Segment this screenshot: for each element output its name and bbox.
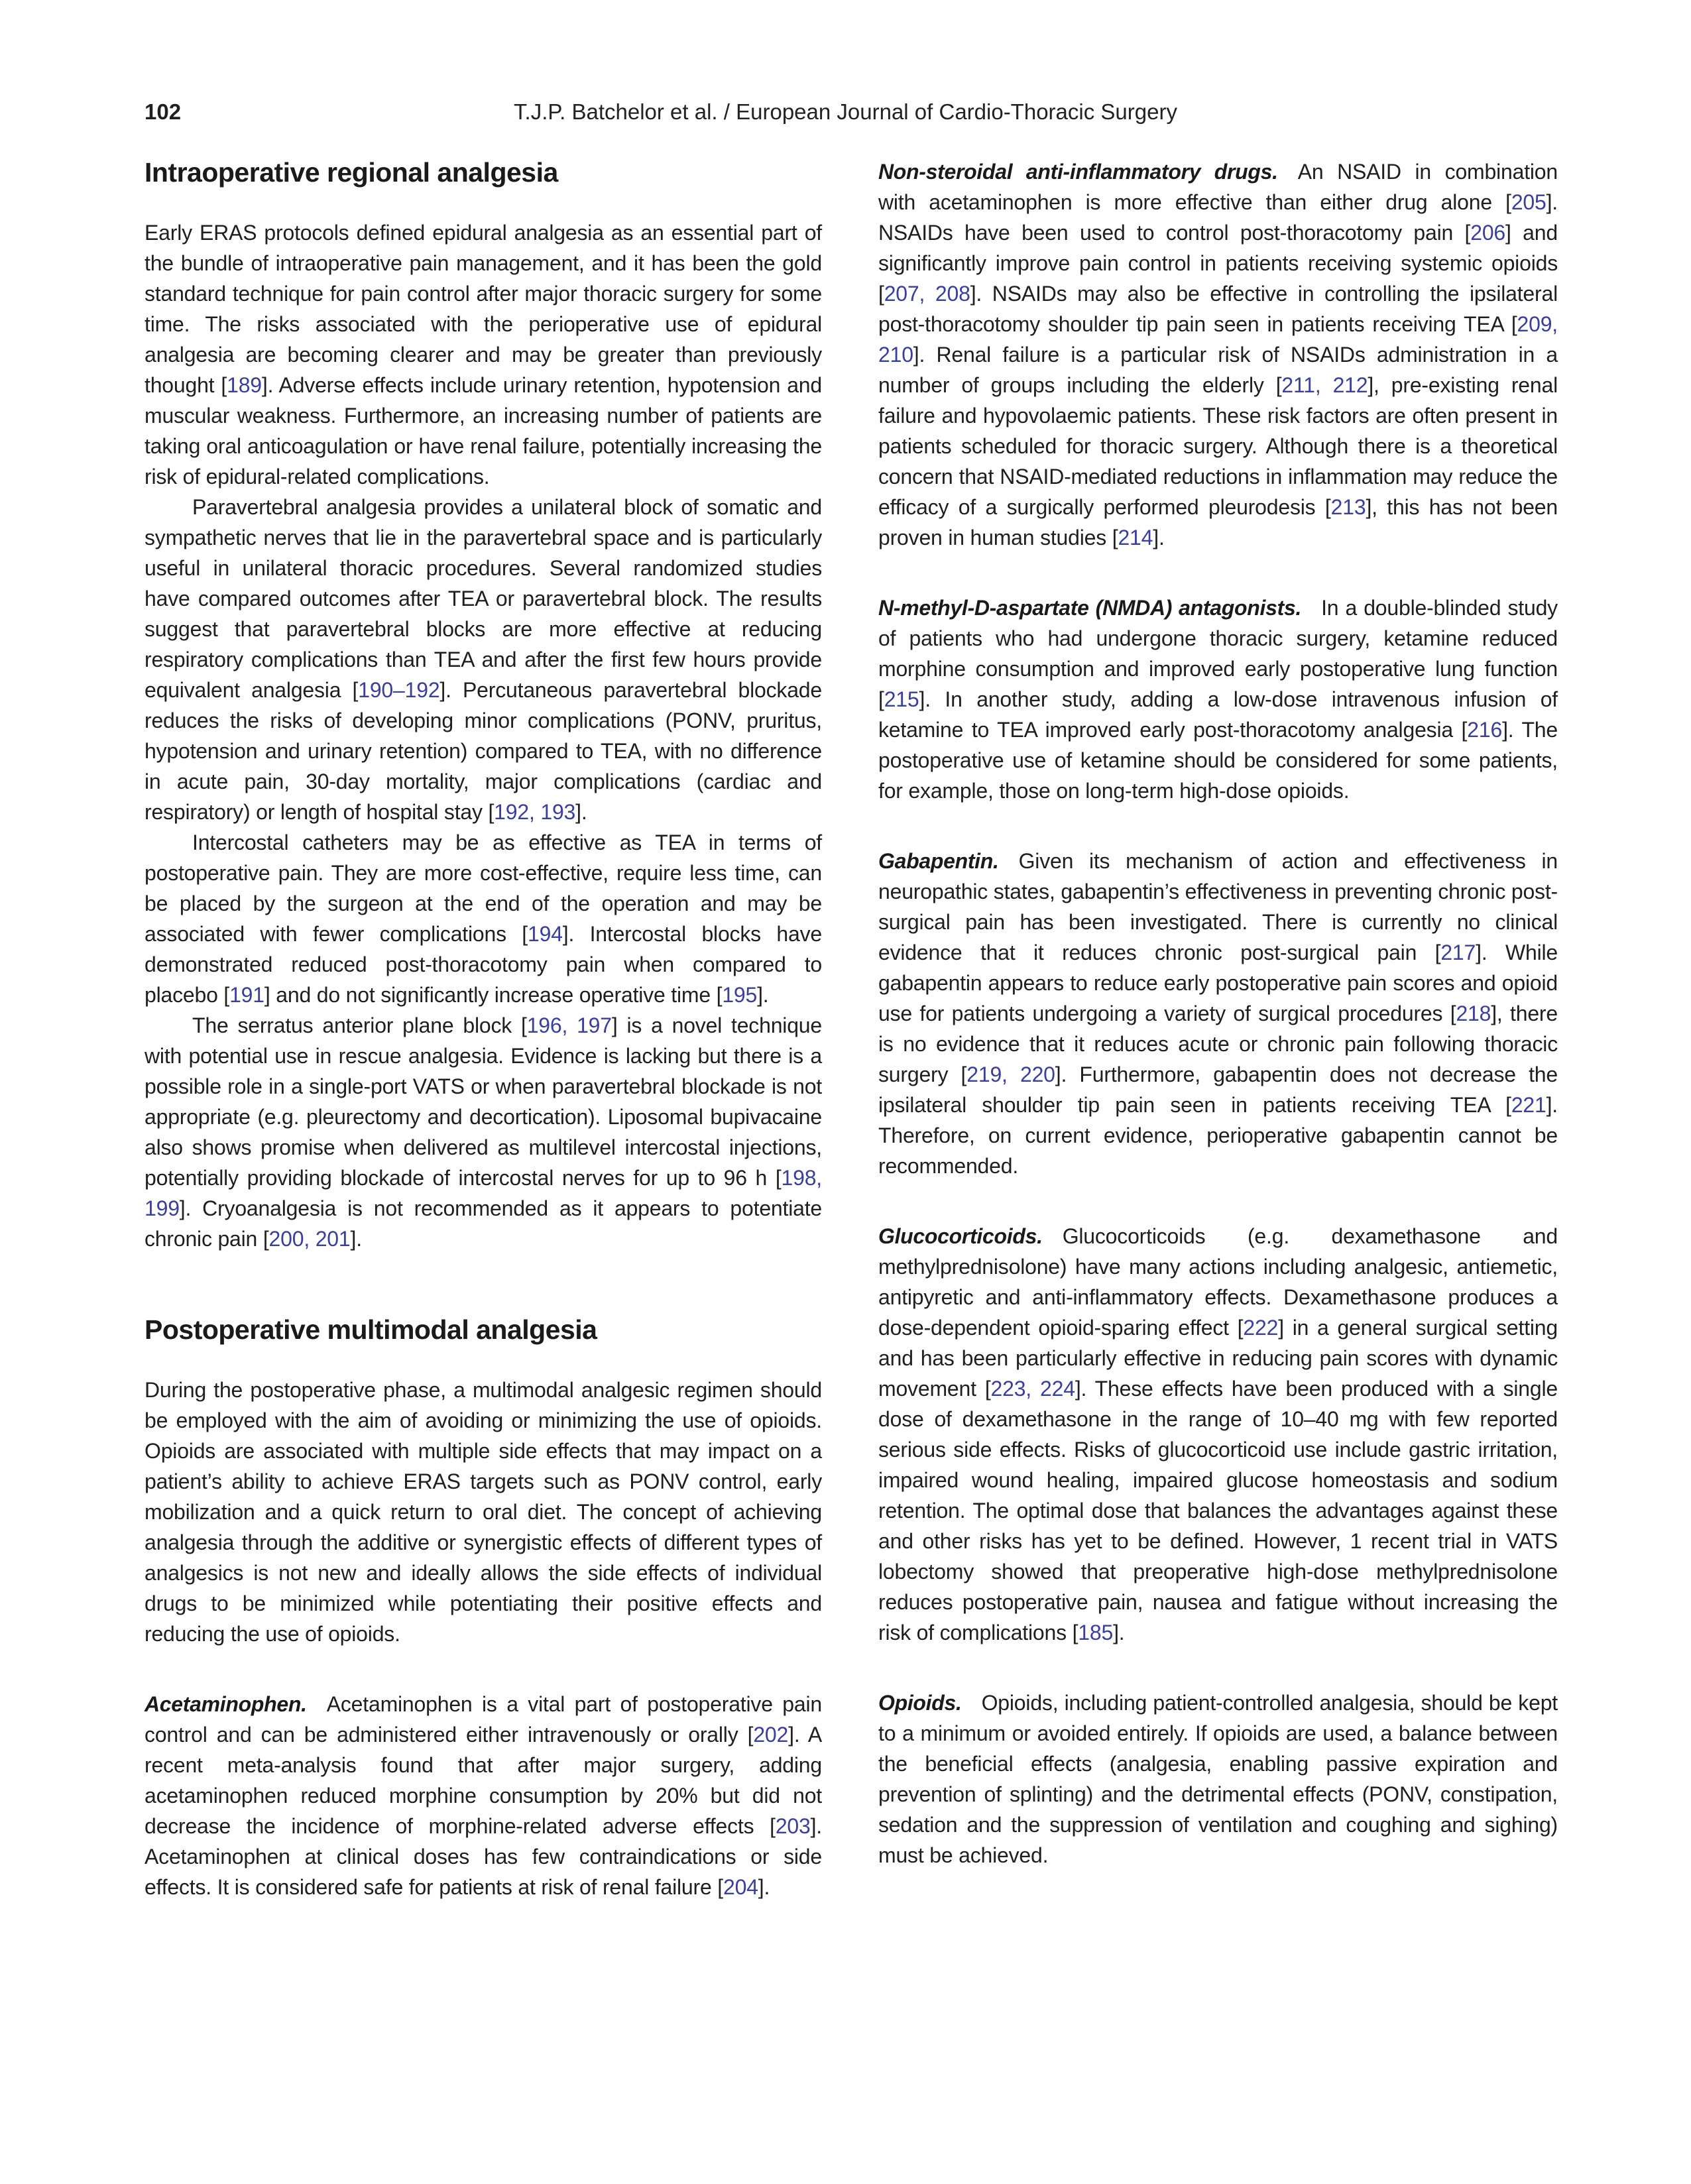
citation-ref[interactable]: 213 (1330, 495, 1366, 519)
subsection-paragraph: Opioids. Opioids, including patient-controlled analgesia, should be kept to a minimum or avoided entirely. If opioids are used, a balance between the beneficial effects (analgesia, enabling passive expiration and prevention of splinting) and the detrimental effects (PONV, constipation, sedation and the suppression of ventilation and coughing and sighing) must be achieved. (878, 1691, 1558, 1867)
citation-ref[interactable]: 223, 224 (990, 1377, 1075, 1401)
left-column (145, 156, 822, 1902)
citation-ref[interactable]: 209, 210 (878, 312, 1558, 367)
subsection-heading: Acetaminophen. (145, 1692, 307, 1716)
citation-ref[interactable]: 217 (1440, 941, 1476, 964)
section-heading: Intraoperative regional analgesia (145, 157, 558, 188)
citation-ref[interactable]: 214 (1118, 526, 1153, 549)
subsection-paragraph: Acetaminophen. Acetaminophen is a vital part of postoperative pain control and can be administered either intravenously or orally [202]. A recent meta-analysis found that after major surgery, adding acetaminophen reduced morphine consumption by 20% but did not decrease the incidence of morphine-related adverse effects [203]. Acetaminophen at clinical doses has few contraindications or side effects. It is considered safe for patients at risk of renal failure [204]. (145, 1692, 823, 1899)
page-header (0, 97, 1691, 127)
citation-ref[interactable]: 222 (1243, 1316, 1279, 1340)
citation-ref[interactable]: 185 (1078, 1621, 1114, 1644)
subsection-heading: Gabapentin. (878, 849, 999, 873)
subsection-paragraph: Glucocorticoids. Glucocorticoids (e.g. dexamethasone and methylprednisolone) have many actions including analgesic, antiemetic, antipyretic and anti-inflammatory effects. Dexamethasone produces a dose-dependent opioid-sparing effect [222] in a general surgical setting and has been particularly effective in reducing pain scores with dynamic movement [223, 224]. These effects have been produced with a single dose of dexamethasone in the range of 10–40 mg with few reported serious side effects. Risks of glucocorticoid use include gastric irritation, impaired wound healing, impaired glucose homeostasis and sodium retention. The optimal dose that balances the advantages against these and other risks has yet to be defined. However, 1 recent trial in VATS lobectomy showed that preoperative high-dose methylprednisolone reduces postoperative pain, nausea and fatigue without increasing the risk of complications [185]. (878, 1224, 1558, 1644)
right-column (878, 156, 1558, 1870)
citation-ref[interactable]: 207, 208 (884, 282, 970, 306)
subsection-heading: Opioids. (878, 1691, 962, 1715)
citation-ref[interactable]: 221 (1511, 1093, 1546, 1117)
subsection-paragraph: Non-steroidal anti-inflammatory drugs. An NSAID in combination with acetaminophen is more effective than either drug alone [205]. NSAIDs have been used to control post-thoracotomy pain [206] and significantly improve pain control in patients receiving systemic opioids [207, 208]. NSAIDs may also be effective in controlling the ipsilateral post-thoracotomy shoulder tip pain seen in patients receiving TEA [209, 210]. Renal failure is a particular risk of NSAIDs administration in a number of groups including the elderly [211, 212], pre-existing renal failure and hypovolaemic patients. These risk factors are often present in patients scheduled for thoracic surgery. Although there is a theoretical concern that NSAID-mediated reductions in inflammation may reduce the efficacy of a surgically performed pleurodesis [213], this has not been proven in human studies [214]. (878, 160, 1558, 549)
page-number: 102 (145, 99, 182, 124)
citation-ref[interactable]: 192, 193 (494, 800, 576, 824)
paragraph: The serratus anterior plane block [196, 197] is a novel technique with potential use in rescue analgesia. Evidence is lacking but there is a possible role in a single-port VATS or when paravertebral blockade is not appropriate (e.g. pleurectomy and decortication). Liposomal bupivacaine also shows promise when delivered as multilevel intercostal injections, potentially providing blockade of intercostal nerves for up to 96 h [198, 199]. Cryoanalgesia is not recommended as it appears to potentiate chronic pain [200, 201]. (145, 1013, 822, 1251)
section-heading: Postoperative multimodal analgesia (145, 1314, 597, 1345)
paragraph: During the postoperative phase, a multimodal analgesic regimen should be employed with the aim of avoiding or minimizing the use of opioids. Opioids are associated with multiple side effects that may impact on a patient’s ability to achieve ERAS targets such as PONV control, early mobilization and a quick return to oral diet. The concept of achieving analgesia through the additive or synergistic effects of different types of analgesics is not new and ideally allows the side effects of individual drugs to be minimized while potentiating their positive effects and reducing the use of opioids. (145, 1378, 822, 1646)
citation-ref[interactable]: 218 (1456, 1002, 1491, 1025)
subsection-heading: N-methyl-D-aspartate (NMDA) antagonists. (878, 596, 1302, 620)
citation-ref[interactable]: 206 (1470, 221, 1506, 245)
paragraph: Paravertebral analgesia provides a unilateral block of somatic and sympathetic nerves that lie in the paravertebral space and is particularly useful in unilateral thoracic procedures. Several randomized studies have compared outcomes after TEA or paravertebral block. The results suggest that paravertebral blocks are more effective at reducing respiratory complications than TEA and after the first few hours provide equivalent analgesia [190–192]. Percutaneous paravertebral blockade reduces the risks of developing minor complications (PONV, pruritus, hypotension and urinary retention) compared to TEA, with no difference in acute pain, 30-day mortality, major complications (cardiac and respiratory) or length of hospital stay [192, 193]. (145, 495, 822, 824)
subsection-heading: Non-steroidal anti-inflammatory drugs. (878, 160, 1278, 184)
citation-ref[interactable]: 191 (229, 983, 264, 1007)
citation-ref[interactable]: 200, 201 (268, 1227, 351, 1251)
citation-ref[interactable]: 203 (775, 1814, 811, 1838)
subsection-paragraph: Gabapentin. Given its mechanism of action and effectiveness in neuropathic states, gabapentin’s effectiveness in preventing chronic post-surgical pain has been investigated. There is currently no clinical evidence that it reduces chronic post-surgical pain [217]. While gabapentin appears to reduce early postoperative pain scores and opioid use for patients undergoing a variety of surgical procedures [218], there is no evidence that it reduces acute or chronic pain following thoracic surgery [219, 220]. Furthermore, gabapentin does not decrease the ipsilateral shoulder tip pain seen in patients receiving TEA [221]. Therefore, on current evidence, perioperative gabapentin cannot be recommended. (878, 849, 1558, 1178)
paragraph: Early ERAS protocols defined epidural analgesia as an essential part of the bundle of intraoperative pain management, and it has been the gold standard technique for pain control after major thoracic surgery for some time. The risks associated with the perioperative use of epidural analgesia are becoming clearer and may be greater than previously thought [189]. Adverse effects include urinary retention, hypotension and muscular weakness. Furthermore, an increasing number of patients are taking oral anticoagulation or have renal failure, potentially increasing the risk of epidural-related complications. (145, 221, 822, 489)
citation-ref[interactable]: 202 (753, 1723, 789, 1747)
subsection-heading: Glucocorticoids. (878, 1224, 1043, 1248)
citation-ref[interactable]: 219, 220 (966, 1063, 1055, 1086)
citation-ref[interactable]: 215 (884, 687, 919, 711)
paragraph: Intercostal catheters may be as effective as TEA in terms of postoperative pain. They are more cost-effective, require less time, can be placed by the surgeon at the end of the operation and may be associated with fewer complications [194]. Intercostal blocks have demonstrated reduced post-thoracotomy pain when compared to placebo [191] and do not significantly increase operative time [195]. (145, 831, 822, 1007)
citation-ref[interactable]: 204 (723, 1875, 758, 1899)
citation-ref[interactable]: 189 (227, 373, 262, 397)
subsection-paragraph: N-methyl-D-aspartate (NMDA) antagonists. In a double-blinded study of patients who had undergone thoracic surgery, ketamine reduced morphine consumption and improved early postoperative lung function [215]. In another study, adding a low-dose intravenous infusion of ketamine to TEA improved early post-thoracotomy analgesia [216]. The postoperative use of ketamine should be considered for some patients, for example, those on long-term high-dose opioids. (878, 596, 1558, 803)
citation-ref[interactable]: 195 (722, 983, 758, 1007)
citation-ref[interactable]: 194 (528, 922, 563, 946)
citation-ref[interactable]: 205 (1511, 190, 1546, 214)
running-title: T.J.P. Batchelor et al. / European Journal of Cardio-Thoracic Surgery (514, 99, 1177, 124)
citation-ref[interactable]: 190–192 (358, 678, 440, 702)
citation-ref[interactable]: 211, 212 (1281, 373, 1368, 397)
citation-ref[interactable]: 198, 199 (145, 1166, 822, 1220)
citation-ref[interactable]: 196, 197 (526, 1013, 612, 1037)
citation-ref[interactable]: 216 (1467, 718, 1503, 742)
